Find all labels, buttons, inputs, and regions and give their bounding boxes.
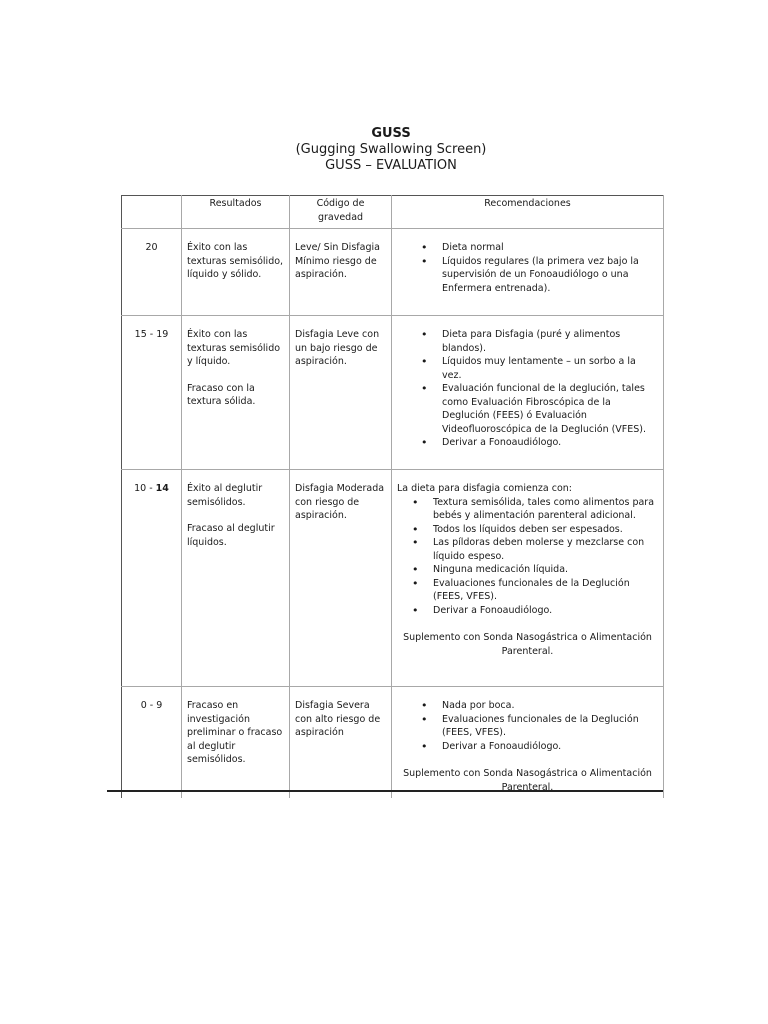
list-item: • Todos los líquidos deben ser espesados.	[412, 523, 658, 537]
document-title: GUSS	[371, 126, 411, 141]
results-text: Éxito con las texturas semisólido y líquido.	[187, 329, 281, 367]
header-results: Resultados	[182, 196, 290, 229]
table-bottom-rule	[107, 790, 663, 792]
header-recommendations: Recomendaciones	[392, 196, 664, 229]
recommendations-cell	[392, 316, 664, 470]
header-severity: Código de gravedad	[290, 196, 392, 229]
list-item: • Evaluaciones funcionales de la Deglución (FEES, VFES).	[421, 713, 658, 740]
table-header-row	[122, 196, 664, 229]
document-title-block	[0, 126, 768, 174]
list-item: • Textura semisólida, tales como alimentos para bebés y alimentación parenteral adicional.	[412, 496, 658, 523]
recommendations-cell	[392, 470, 664, 687]
severity-cell: Disfagia Severa con alto riesgo de aspiración	[290, 687, 392, 799]
score-cell: 20	[122, 229, 182, 316]
severity-cell: Disfagia Moderada con riesgo de aspiración.	[290, 470, 392, 687]
list-item: • Evaluaciones funcionales de la Deglución (FEES, VFES).	[412, 577, 658, 604]
results-text: Fracaso con la textura sólida.	[187, 382, 256, 407]
supplement-note: Suplemento con Sonda Nasogástrica o Alimentación Parenteral.	[403, 632, 652, 657]
guss-evaluation-table	[121, 195, 664, 798]
list-item: • Ninguna medicación líquida.	[412, 563, 658, 577]
results-text: Éxito con las texturas semisólido, líquido y sólido.	[187, 242, 284, 280]
recommendations-cell	[392, 687, 664, 799]
results-cell	[182, 470, 290, 687]
table-row	[122, 229, 664, 316]
document-subtitle: (Gugging Swallowing Screen)	[295, 142, 487, 157]
list-item: • Derivar a Fonoaudiólogo.	[412, 604, 658, 618]
score-bold: 14	[155, 483, 169, 494]
recommendations-list	[397, 241, 658, 295]
score-cell	[122, 470, 182, 687]
list-item: • Derivar a Fonoaudiólogo.	[421, 740, 658, 754]
table-row	[122, 470, 664, 687]
results-text: Fracaso en investigación preliminar o fracaso al deglutir semisólidos.	[187, 700, 283, 765]
list-item: • Evaluación funcional de la deglución, tales como Evaluación Fibroscópica de la Deglución (FEES) ó Evaluación Videofluoroscópica de la Deglución (VFES).	[421, 382, 658, 436]
list-item: • Derivar a Fonoaudiólogo.	[421, 436, 658, 450]
results-cell	[182, 229, 290, 316]
results-text: Éxito al deglutir semisólidos.	[187, 483, 263, 508]
recommendations-intro: La dieta para disfagia comienza con:	[397, 483, 572, 494]
results-cell	[182, 687, 290, 799]
list-item: • Líquidos muy lentamente – un sorbo a la vez.	[421, 355, 658, 382]
list-item: • Dieta normal	[421, 241, 658, 255]
list-item: • Líquidos regulares (la primera vez bajo la supervisión de un Fonoaudiólogo o una Enfermera entrenada).	[421, 255, 658, 296]
score-prefix: 10 -	[134, 483, 156, 494]
recommendations-list	[397, 328, 658, 450]
table-row	[122, 316, 664, 470]
recommendations-list	[397, 496, 658, 618]
score-cell: 15 - 19	[122, 316, 182, 470]
score-cell: 0 - 9	[122, 687, 182, 799]
results-cell	[182, 316, 290, 470]
table-row	[122, 687, 664, 799]
results-text: Fracaso al deglutir líquidos.	[187, 523, 275, 548]
recommendations-list	[397, 699, 658, 753]
header-score	[122, 196, 182, 229]
evaluation-heading: GUSS – EVALUATION	[325, 158, 457, 173]
list-item: • Nada por boca.	[421, 699, 658, 713]
list-item: • Las píldoras deben molerse y mezclarse con líquido espeso.	[412, 536, 658, 563]
severity-cell: Disfagia Leve con un bajo riesgo de aspiración.	[290, 316, 392, 470]
severity-cell: Leve/ Sin Disfagia Mínimo riesgo de aspiración.	[290, 229, 392, 316]
supplement-note: Suplemento con Sonda Nasogástrica o Alimentación Parenteral.	[403, 768, 652, 793]
recommendations-cell	[392, 229, 664, 316]
list-item: • Dieta para Disfagia (puré y alimentos blandos).	[421, 328, 658, 355]
